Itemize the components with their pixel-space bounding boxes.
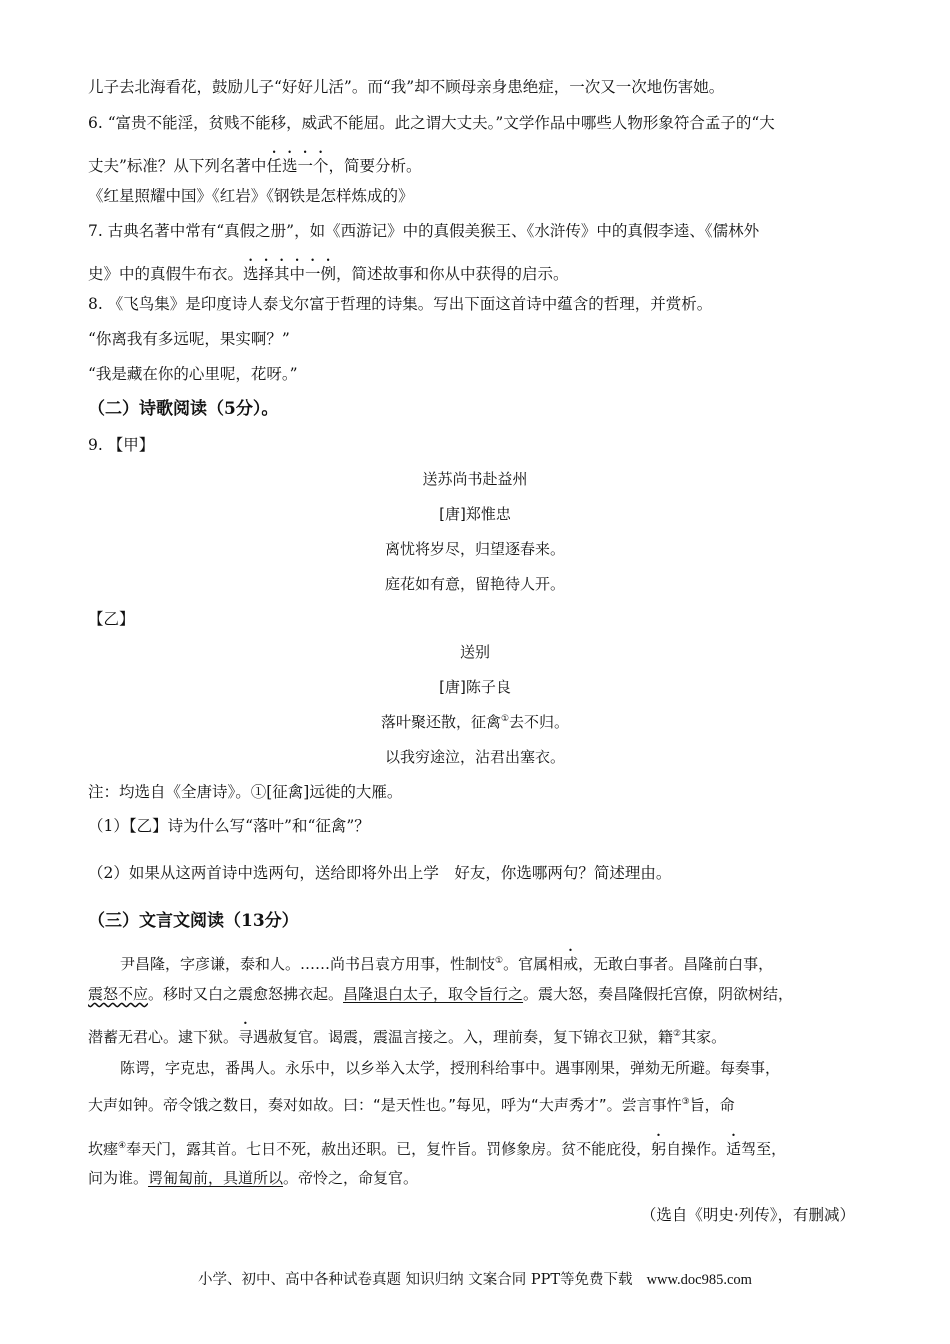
- question-8: 8. 《飞鸟集》是印度诗人泰戈尔富于哲理的诗集。写出下面这首诗中蕴含的哲理，并赏析。: [88, 295, 713, 313]
- source-citation: （选自《明史·列传》，有删减）: [640, 1206, 855, 1224]
- text-line: 儿子去北海看花，鼓励儿子“好好儿活”。而“我”却不顾母亲身患绝症，一次又一次地伤害她。: [88, 78, 725, 96]
- question-7-line-1: 7. 古典名著中常有“真假之册”，如《西游记》中的真假美猴王、《水浒传》中的真假李逵、《儒林外: [88, 222, 760, 240]
- sub-question-1: （1）【乙】诗为什么写“落叶”和“征禽”？: [88, 817, 370, 835]
- passage-line: 陈谔，字克忠，番禺人。永乐中，以乡举入太学，授刑科给事中。遇事刚果，弹劾无所避。每奏事，: [120, 1059, 781, 1077]
- poem-quote-1: “你离我有多远呢，果实啊？”: [88, 330, 290, 348]
- section-heading-classical: （三）文言文阅读（13分）: [88, 911, 299, 931]
- passage-line: 坎瘗④奉天门，露其首。七日不死，赦出还职。已，复忤旨。罚修象房。贫不能庇役，躬自操作。适驾至，: [88, 1140, 787, 1158]
- footer-url[interactable]: www.doc985.com: [646, 1272, 752, 1288]
- poem-2-author: [唐]陈子良: [439, 678, 511, 696]
- sub-question-2: （2）如果从这两首诗中选两句，送给即将外出上学 好友，你选哪两句？简述理由。: [88, 864, 672, 882]
- book-list: 《红星照耀中国》《红岩》《钢铁是怎样炼成的》: [88, 187, 414, 205]
- question-7-line-2: 史》中的真假牛布衣。选择其中一例，简述故事和你从中获得的启示。: [88, 265, 569, 283]
- passage-line: 震怒不应。移时又白之震愈怒拂衣起。昌隆退白太子，取令旨行之。震大怒，奏昌隆假托宫僚，阴欲树结，: [88, 985, 794, 1003]
- passage-line: 潜蓄无君心。逮下狱。寻遇赦复官。谒震，震温言接之。入，理前奏，复下锦衣卫狱，籍②其家。: [88, 1028, 727, 1046]
- poem-note: 注：均选自《全唐诗》。①[征禽]远徙的大雁。: [88, 783, 403, 801]
- poem-2-line-1: 落叶聚还散，征禽①去不归。: [380, 713, 570, 731]
- question-6-line-1: 6. “富贵不能淫，贫贱不能移，威武不能屈。此之谓大丈夫。”文学作品中哪些人物形象符合孟子的“大: [88, 114, 775, 132]
- question-6-line-2: 丈夫”标准？从下列名著中任选一个，简要分析。: [88, 157, 422, 175]
- page-footer: [0, 1268, 950, 1289]
- poem-2-label: 【乙】: [88, 610, 135, 628]
- footer-text: 小学、初中、高中各种试卷真题 知识归纳 文案合同 PPT等免费下载: [198, 1272, 633, 1288]
- passage-line: 大声如钟。帝令饿之数日，奏对如故。曰：“是天性也。”每见，呼为“大声秀才”。尝言事忤③旨，命: [88, 1096, 735, 1114]
- passage-line: 问为谁。谔匍匐前，具道所以。帝怜之，命复官。: [88, 1169, 419, 1187]
- poem-2-line-2: 以我穷途泣，沾君出塞衣。: [384, 748, 565, 766]
- poem-1-line-1: 离忧将岁尽，归望逐春来。: [384, 540, 565, 558]
- poem-1-author: [唐]郑惟忠: [439, 505, 511, 523]
- poem-quote-2: “我是藏在你的心里呢，花呀。”: [88, 365, 298, 383]
- poem-1-line-2: 庭花如有意，留艳待人开。: [384, 575, 565, 593]
- question-9-label: 9. 【甲】: [88, 436, 155, 454]
- passage-line: 尹昌隆，字彦谦，泰和人。……尚书吕袁方用事，性制忮①。官属相戒，无敢白事者。昌隆前白事，: [120, 955, 774, 973]
- poem-2-title: 送别: [459, 643, 490, 661]
- section-heading-poetry: （二）诗歌阅读（5分）。: [88, 399, 279, 419]
- poem-1-title: 送苏尚书赴益州: [422, 470, 528, 488]
